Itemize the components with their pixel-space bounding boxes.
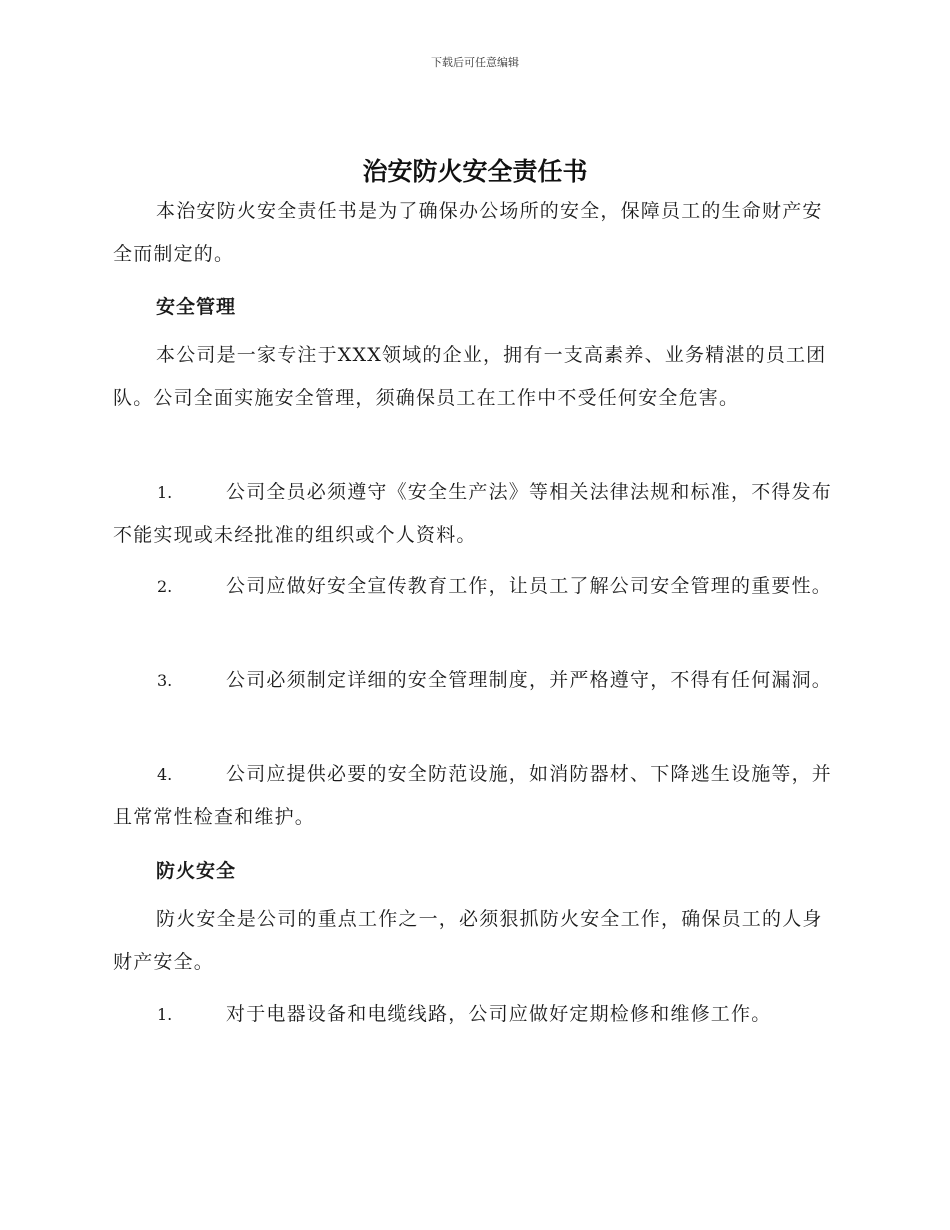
intro-paragraph: 本治安防火安全责任书是为了确保办公场所的安全，保障员工的生命财产安全而制定的。 xyxy=(113,200,823,265)
section-paragraph-safety-management: 本公司是一家专注于XXX领域的企业，拥有一支高素养、业务精湛的员工团队。公司全面实施安全管理，须确保员工在工作中不受任何安全危害。 xyxy=(113,344,827,409)
list-item xyxy=(113,753,835,839)
section-paragraph-fire-safety: 防火安全是公司的重点工作之一，必须狠抓防火安全工作，确保员工的人身财产安全。 xyxy=(113,908,823,973)
list-item-text: 公司应提供必要的安全防范设施，如消防器材、下降逃生设施等，并且常常性检查和维护。 xyxy=(113,763,833,828)
header-note: 下载后可任意编辑 xyxy=(431,56,519,69)
list-item xyxy=(113,565,835,608)
list-item xyxy=(113,659,835,702)
list-item-number: 4. xyxy=(157,765,173,784)
document-title: 治安防火安全责任书 xyxy=(362,157,588,186)
list-item xyxy=(113,993,835,1036)
section-heading-fire-safety: 防火安全 xyxy=(156,860,237,882)
list-item-number: 1. xyxy=(157,483,173,502)
list-item xyxy=(113,471,835,557)
list-item-number: 2. xyxy=(157,577,173,596)
list-item-text: 对于电器设备和电缆线路，公司应做好定期检修和维修工作。 xyxy=(226,1003,772,1025)
list-item-text: 公司必须制定详细的安全管理制度，并严格遵守，不得有任何漏洞。 xyxy=(226,669,833,691)
list-item-text: 公司应做好安全宣传教育工作，让员工了解公司安全管理的重要性。 xyxy=(226,575,833,597)
list-item-number: 1. xyxy=(157,1005,173,1024)
list-item-text: 公司全员必须遵守《安全生产法》等相关法律法规和标准，不得发布不能实现或未经批准的组织或个人资料。 xyxy=(113,481,833,546)
list-item-number: 3. xyxy=(157,671,173,690)
section-heading-safety-management: 安全管理 xyxy=(156,296,237,318)
